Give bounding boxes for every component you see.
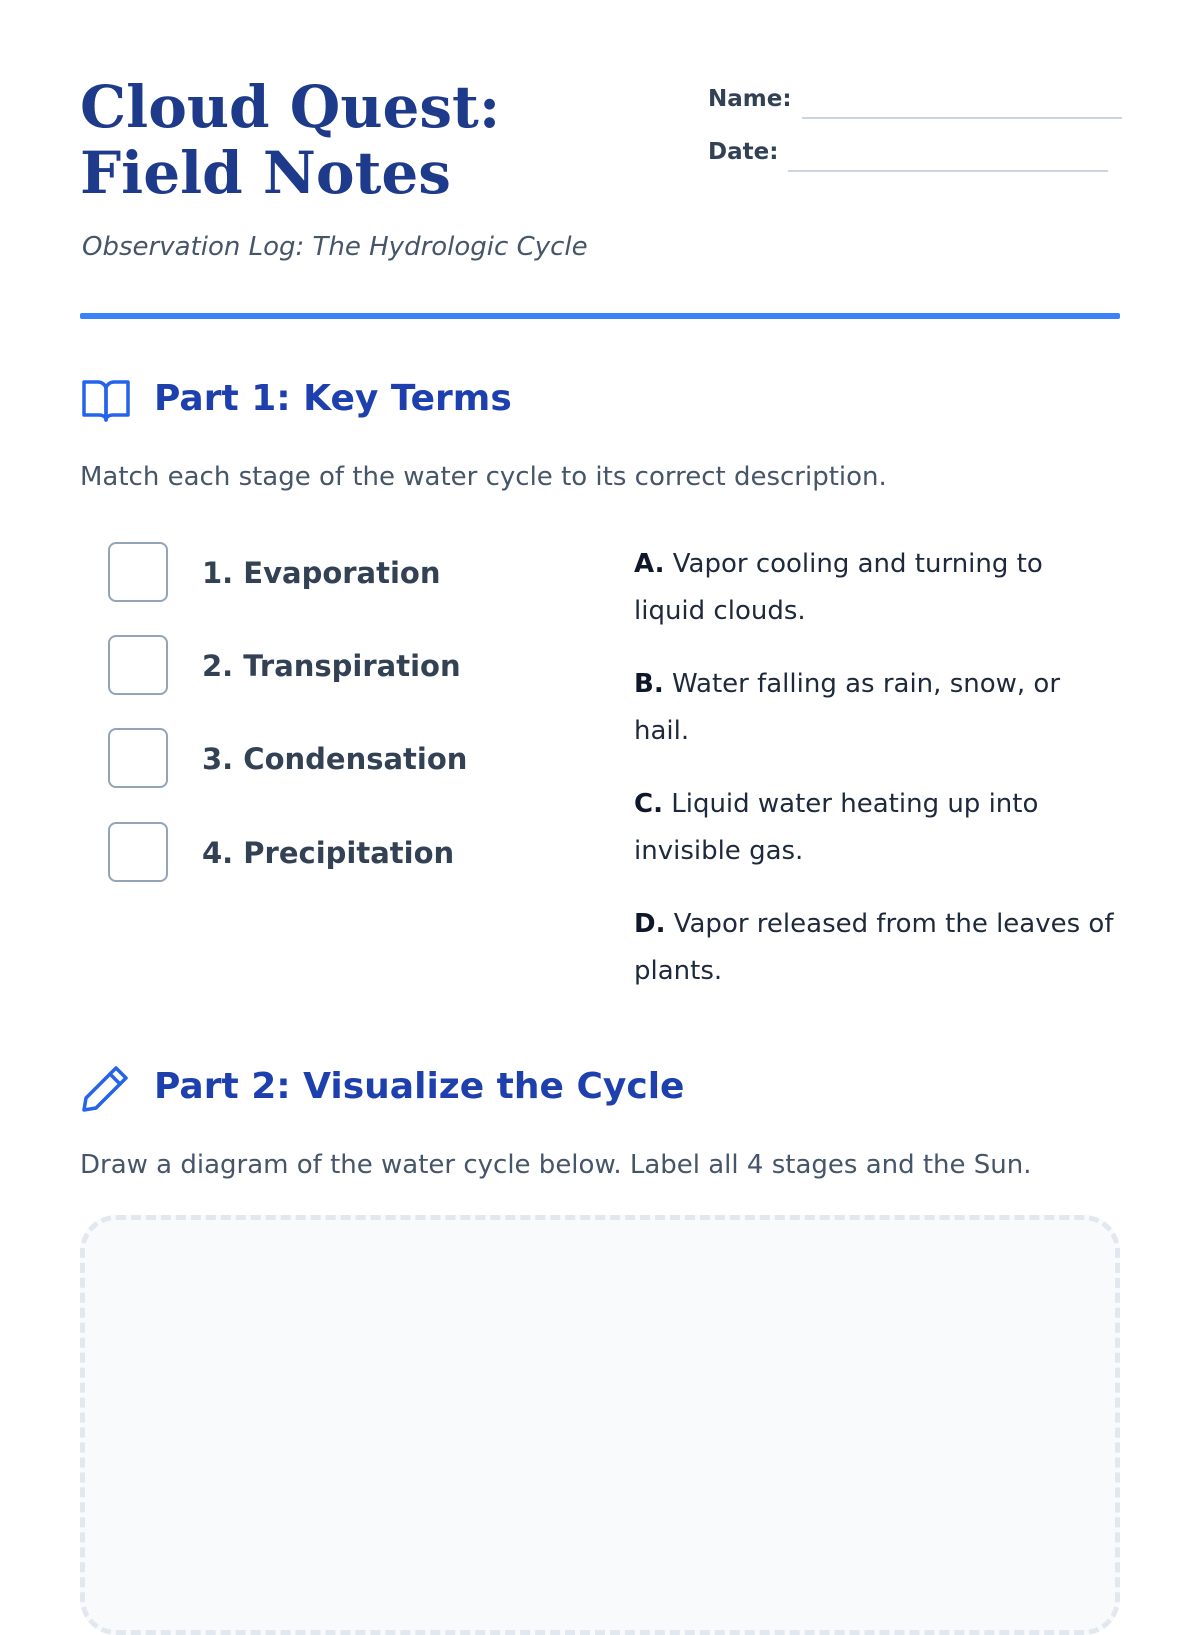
definition-letter: B. — [634, 669, 664, 699]
definition-letter: D. — [634, 909, 666, 939]
date-field-line[interactable] — [788, 170, 1108, 172]
term-label: 2. Transpiration — [202, 649, 461, 683]
part1-title: Part 1: Key Terms — [154, 378, 512, 419]
definition-text: Water falling as rain, snow, or hail. — [634, 669, 1061, 746]
definition-letter: A. — [634, 549, 665, 579]
definition-item — [634, 901, 1114, 995]
answer-box[interactable] — [108, 728, 168, 788]
definition-text: Liquid water heating up into invisible gas. — [634, 789, 1039, 866]
book-open-icon — [80, 374, 132, 426]
term-label: 1. Evaporation — [202, 556, 441, 590]
definition-text: Vapor released from the leaves of plants. — [634, 909, 1114, 986]
part1-instructions: Match each stage of the water cycle to its correct description. — [80, 462, 887, 492]
answer-box[interactable] — [108, 542, 168, 602]
term-row — [106, 728, 586, 792]
date-label: Date: — [708, 139, 779, 165]
answer-box[interactable] — [108, 822, 168, 882]
definition-item — [634, 541, 1114, 635]
part2-title: Part 2: Visualize the Cycle — [154, 1066, 685, 1107]
page-subtitle: Observation Log: The Hydrologic Cycle — [82, 232, 588, 262]
term-row — [106, 542, 586, 606]
definition-item — [634, 781, 1114, 875]
header-divider — [80, 313, 1120, 319]
term-row — [106, 822, 586, 886]
term-label: 4. Precipitation — [202, 836, 455, 870]
term-row — [106, 635, 586, 699]
part2-instructions: Draw a diagram of the water cycle below. Label all 4 stages and the Sun. — [80, 1150, 1032, 1180]
definition-item — [634, 661, 1114, 755]
term-label: 3. Condensation — [202, 742, 468, 776]
name-label: Name: — [708, 86, 792, 112]
definition-text: Vapor cooling and turning to liquid clouds. — [634, 549, 1043, 626]
drawing-area[interactable] — [80, 1215, 1120, 1635]
page-title: Cloud Quest: Field Notes — [80, 73, 501, 207]
definition-letter: C. — [634, 789, 663, 819]
name-field-line[interactable] — [802, 117, 1122, 119]
pencil-icon — [80, 1062, 132, 1114]
answer-box[interactable] — [108, 635, 168, 695]
